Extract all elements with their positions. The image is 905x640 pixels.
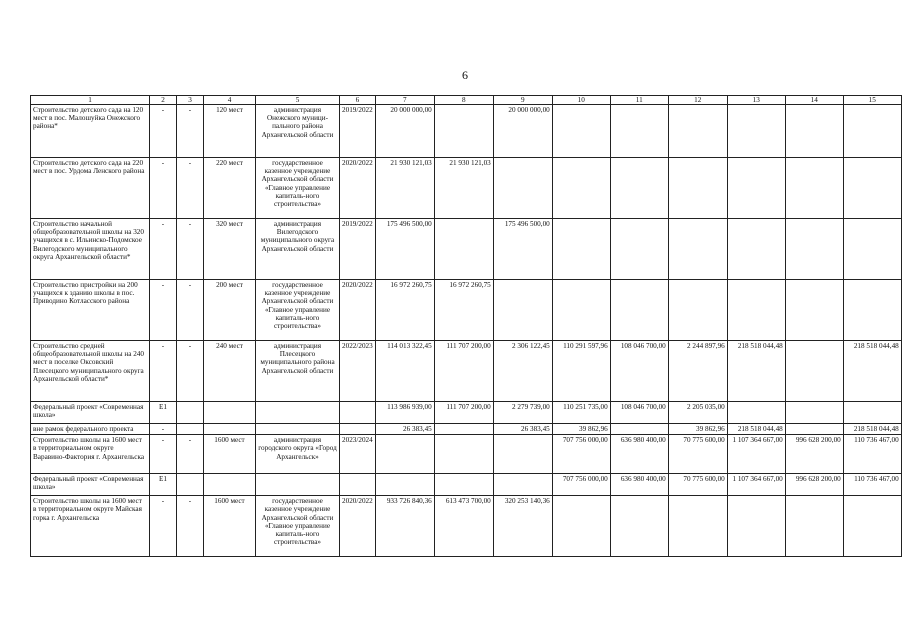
capacity-cell: 320 мест [204, 219, 256, 280]
amount-cell [843, 158, 901, 219]
amount-cell: 108 046 700,00 [610, 402, 668, 424]
amount-cell: 175 496 500,00 [375, 219, 434, 280]
amount-cell: 2 244 897,96 [668, 341, 727, 402]
amount-cell: 996 628 200,00 [785, 435, 843, 474]
code-cell: - [150, 219, 177, 280]
amount-cell: 1 107 364 667,00 [727, 435, 785, 474]
amount-cell: 39 862,96 [552, 424, 610, 435]
code-cell: - [177, 435, 204, 474]
col-header: 11 [610, 96, 668, 105]
amount-cell: 20 000 000,00 [493, 105, 552, 158]
col-header: 10 [552, 96, 610, 105]
amount-cell [727, 402, 785, 424]
col-header: 1 [31, 96, 150, 105]
table-row [31, 424, 902, 435]
amount-cell: 21 930 121,03 [375, 158, 434, 219]
capacity-cell [204, 402, 256, 424]
code-cell: E1 [150, 402, 177, 424]
amount-cell [552, 219, 610, 280]
amount-cell [727, 158, 785, 219]
code-cell [177, 474, 204, 496]
amount-cell: 113 986 939,00 [375, 402, 434, 424]
capacity-cell: 240 мест [204, 341, 256, 402]
customer-cell: государственное казенное учреждение Архангельской области «Главное управление капиталь-ного строительства» [256, 496, 340, 557]
customer-cell: администрация Вилегодского муниципального округа Архангельской области [256, 219, 340, 280]
amount-cell [610, 158, 668, 219]
amount-cell [668, 280, 727, 341]
col-header: 9 [493, 96, 552, 105]
amount-cell: 110 736 467,00 [843, 474, 901, 496]
col-header: 14 [785, 96, 843, 105]
amount-cell: 114 013 322,45 [375, 341, 434, 402]
amount-cell [843, 402, 901, 424]
period-cell: 2022/2023 [340, 341, 376, 402]
page-number: 6 [462, 68, 468, 82]
amount-cell [785, 341, 843, 402]
financing-table [30, 95, 902, 557]
object-name: Строительство средней общеобразовательной школы на 240 мест в поселке Оксовский Плесецкого муниципального округа Архангельской области* [31, 341, 150, 402]
amount-cell [785, 219, 843, 280]
amount-cell: 108 046 700,00 [610, 341, 668, 402]
table-row [31, 474, 902, 496]
amount-cell [493, 280, 552, 341]
amount-cell: 218 518 044,48 [843, 424, 901, 435]
amount-cell [493, 474, 552, 496]
amount-cell: 707 756 000,00 [552, 435, 610, 474]
amount-cell: 636 980 400,00 [610, 435, 668, 474]
amount-cell: 218 518 044,48 [843, 341, 901, 402]
amount-cell [552, 496, 610, 557]
col-header: 3 [177, 96, 204, 105]
code-cell: - [150, 105, 177, 158]
amount-cell [552, 105, 610, 158]
amount-cell: 39 862,96 [668, 424, 727, 435]
amount-cell [552, 280, 610, 341]
amount-cell: 26 383,45 [493, 424, 552, 435]
code-cell: - [177, 158, 204, 219]
col-header: 12 [668, 96, 727, 105]
customer-cell: администрация Онежского муници-пального района Архангельской области [256, 105, 340, 158]
customer-cell: администрация Плесецкого муниципального района Архангельской области [256, 341, 340, 402]
amount-cell [375, 435, 434, 474]
amount-cell: 16 972 260,75 [375, 280, 434, 341]
table-row [31, 280, 902, 341]
period-cell: 2019/2022 [340, 219, 376, 280]
amount-cell: 70 775 600,00 [668, 474, 727, 496]
amount-cell [727, 219, 785, 280]
amount-cell [552, 158, 610, 219]
amount-cell [434, 219, 493, 280]
amount-cell [785, 158, 843, 219]
amount-cell [434, 424, 493, 435]
customer-cell: государственное казенное учреждение Архангельской области «Главное управление капиталь-ного строительства» [256, 280, 340, 341]
code-cell: - [150, 435, 177, 474]
amount-cell: 2 279 739,00 [493, 402, 552, 424]
amount-cell [610, 280, 668, 341]
object-name: Федеральный проект «Современная школа» [31, 474, 150, 496]
code-cell: - [177, 105, 204, 158]
code-cell [177, 402, 204, 424]
capacity-cell [204, 474, 256, 496]
capacity-cell: 200 мест [204, 280, 256, 341]
amount-cell: 20 000 000,00 [375, 105, 434, 158]
table-row [31, 219, 902, 280]
amount-cell [493, 435, 552, 474]
amount-cell [610, 105, 668, 158]
amount-cell: 110 291 597,96 [552, 341, 610, 402]
capacity-cell: 1600 мест [204, 496, 256, 557]
code-cell: - [177, 219, 204, 280]
customer-cell [256, 402, 340, 424]
amount-cell: 218 518 044,48 [727, 341, 785, 402]
period-cell: 2019/2022 [340, 105, 376, 158]
amount-cell: 1 107 364 667,00 [727, 474, 785, 496]
capacity-cell: 1600 мест [204, 435, 256, 474]
period-cell [340, 424, 376, 435]
amount-cell [785, 496, 843, 557]
amount-cell: 2 205 035,00 [668, 402, 727, 424]
amount-cell: 16 972 260,75 [434, 280, 493, 341]
capacity-cell [204, 424, 256, 435]
object-name: Строительство школы на 1600 мест в территориальном округе Майская горка г. Архангельска [31, 496, 150, 557]
code-cell: - [150, 158, 177, 219]
object-name: Строительство детского сада на 120 мест в пос. Малошуйка Онежского района* [31, 105, 150, 158]
amount-cell [727, 280, 785, 341]
code-cell: E1 [150, 474, 177, 496]
period-cell: 2020/2022 [340, 280, 376, 341]
capacity-cell: 120 мест [204, 105, 256, 158]
amount-cell: 707 756 000,00 [552, 474, 610, 496]
object-name: Федеральный проект «Современная школа» [31, 402, 150, 424]
amount-cell [668, 496, 727, 557]
code-cell: - [150, 424, 177, 435]
table-row [31, 435, 902, 474]
object-name: Строительство пристройки на 200 учащихся к зданию школы в пос. Приводино Котласского района [31, 280, 150, 341]
amount-cell [785, 402, 843, 424]
amount-cell [668, 105, 727, 158]
amount-cell [610, 219, 668, 280]
customer-cell: государственное казенное учреждение Архангельской области «Главное управление капиталь-ного строительства» [256, 158, 340, 219]
amount-cell: 110 251 735,00 [552, 402, 610, 424]
code-cell: - [150, 496, 177, 557]
period-cell [340, 402, 376, 424]
table-row [31, 105, 902, 158]
code-cell: - [177, 341, 204, 402]
col-header: 7 [375, 96, 434, 105]
period-cell: 2023/2024 [340, 435, 376, 474]
amount-cell: 111 707 200,00 [434, 341, 493, 402]
amount-cell [843, 280, 901, 341]
amount-cell: 21 930 121,03 [434, 158, 493, 219]
col-header: 5 [256, 96, 340, 105]
code-cell: - [150, 341, 177, 402]
amount-cell [843, 105, 901, 158]
customer-cell: администрация городского округа «Город Архангельск» [256, 435, 340, 474]
amount-cell [668, 219, 727, 280]
amount-cell [434, 435, 493, 474]
amount-cell [843, 219, 901, 280]
capacity-cell: 220 мест [204, 158, 256, 219]
code-cell: - [177, 280, 204, 341]
amount-cell: 2 306 122,45 [493, 341, 552, 402]
table-row [31, 402, 902, 424]
amount-cell [843, 496, 901, 557]
col-header: 6 [340, 96, 376, 105]
amount-cell [610, 496, 668, 557]
object-name: вне рамок федерального проекта [31, 424, 150, 435]
amount-cell: 26 383,45 [375, 424, 434, 435]
table-row [31, 158, 902, 219]
object-name: Строительство начальной общеобразовательной школы на 320 учащихся в с. Ильинско-Подомское Вилегодского муниципального округа Архангельской области* [31, 219, 150, 280]
period-cell: 2020/2022 [340, 158, 376, 219]
amount-cell [493, 158, 552, 219]
object-name: Строительство детского сада на 220 мест в пос. Урдома Ленского района [31, 158, 150, 219]
header-row [31, 96, 902, 105]
amount-cell: 175 496 500,00 [493, 219, 552, 280]
table-row [31, 341, 902, 402]
col-header: 8 [434, 96, 493, 105]
amount-cell: 933 726 840,36 [375, 496, 434, 557]
amount-cell [375, 474, 434, 496]
period-cell [340, 474, 376, 496]
code-cell [177, 424, 204, 435]
table-row [31, 496, 902, 557]
col-header: 2 [150, 96, 177, 105]
amount-cell [785, 280, 843, 341]
col-header: 13 [727, 96, 785, 105]
code-cell: - [177, 496, 204, 557]
amount-cell: 70 775 600,00 [668, 435, 727, 474]
amount-cell [727, 105, 785, 158]
amount-cell: 996 628 200,00 [785, 474, 843, 496]
amount-cell: 218 518 044,48 [727, 424, 785, 435]
customer-cell [256, 424, 340, 435]
amount-cell [434, 105, 493, 158]
col-header: 4 [204, 96, 256, 105]
amount-cell: 613 473 700,00 [434, 496, 493, 557]
amount-cell: 111 707 200,00 [434, 402, 493, 424]
amount-cell [610, 424, 668, 435]
amount-cell: 636 980 400,00 [610, 474, 668, 496]
amount-cell [668, 158, 727, 219]
amount-cell [785, 424, 843, 435]
amount-cell: 110 736 467,00 [843, 435, 901, 474]
amount-cell [785, 105, 843, 158]
customer-cell [256, 474, 340, 496]
amount-cell [727, 496, 785, 557]
code-cell: - [150, 280, 177, 341]
period-cell: 2020/2022 [340, 496, 376, 557]
object-name: Строительство школы на 1600 мест в территориальном округе Варавино-Фактория г. Архангельска [31, 435, 150, 474]
amount-cell: 320 253 140,36 [493, 496, 552, 557]
col-header: 15 [843, 96, 901, 105]
amount-cell [434, 474, 493, 496]
